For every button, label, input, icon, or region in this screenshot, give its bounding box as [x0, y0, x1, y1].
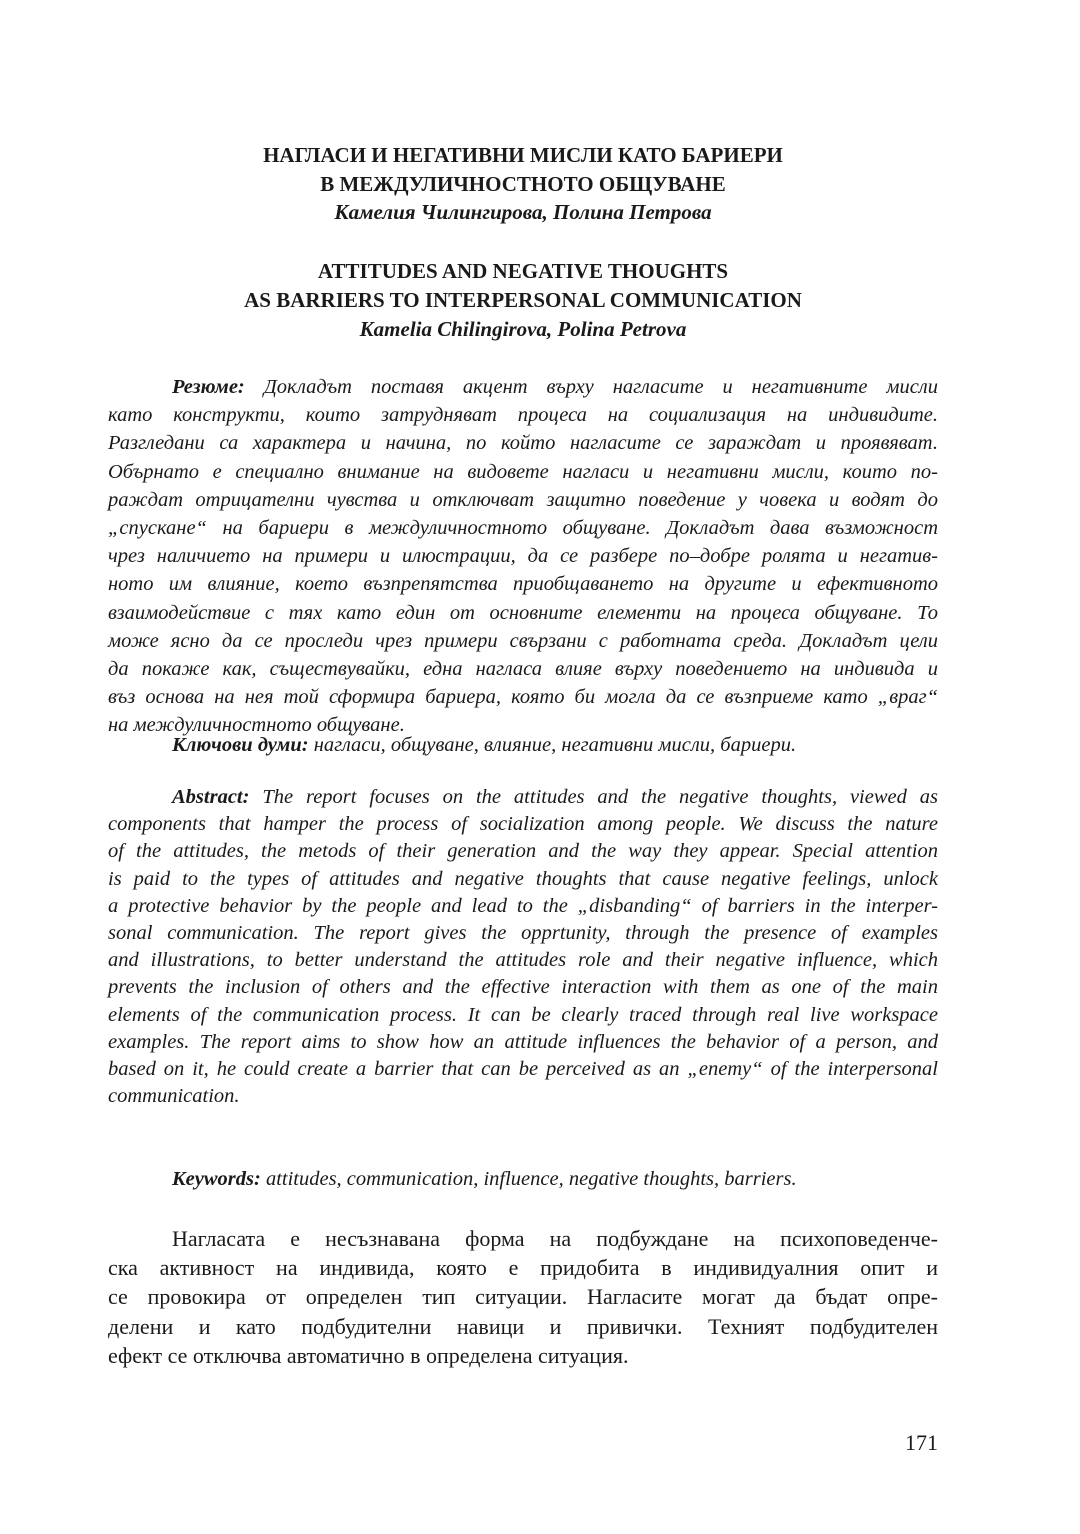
- keywords-bg-label: Ключови думи:: [172, 734, 309, 756]
- summary-line: Разгледани са характера и начина, по който нагласите се зараждат и проявяват.: [108, 432, 938, 455]
- title-en-line: ATTITUDES AND NEGATIVE THOUGHTS: [317, 259, 729, 283]
- page-number: 171: [905, 1430, 938, 1455]
- abstract-line: Abstract: The report focuses on the attitudes and the negative thoughts, viewed as: [172, 786, 938, 808]
- keywords-en: [108, 1165, 938, 1193]
- keywords-en-label: Keywords:: [172, 1168, 261, 1190]
- keywords-en-text: attitudes, communication, influence, negative thoughts, barriers.: [260, 1168, 797, 1190]
- abstract-line: communication.: [108, 1085, 240, 1108]
- title-en-line: AS BARRIERS TO INTERPERSONAL COMMUNICATION: [244, 288, 802, 312]
- title-bg-line: В МЕЖДУЛИЧНОСТНОТО ОБЩУВАНЕ: [320, 172, 726, 196]
- abstract-line: of the attitudes, the metods of their generation and the way they appear. Special attention: [108, 840, 938, 863]
- abstract-line: and illustrations, to better understand the attitudes role and their negative influence, which: [108, 949, 938, 972]
- abstract-line: sonal communication. The report gives the opprtunity, through the presence of examples: [108, 922, 938, 945]
- body-line: ска активност на индивида, която е придобита в индивидуалния опит и: [108, 1255, 938, 1281]
- summary-line: раждат отрицателни чувства и отключват защитно поведение у човека и водят до: [108, 488, 938, 511]
- summary-line: ното им влияние, което възпрепятства приобщаването на другите и ефективното: [108, 573, 938, 596]
- body-line: ефект се отключва автоматично в определена ситуация.: [108, 1342, 629, 1368]
- title-bg-line: НАГЛАСИ И НЕГАТИВНИ МИСЛИ КАТО БАРИЕРИ: [263, 143, 783, 167]
- summary-line: въз основа на нея той сформира бариера, която би могла да се възприеме като „враг“: [108, 686, 938, 709]
- abstract-line: is paid to the types of attitudes and negative thoughts that cause negative feelings, unlock: [108, 867, 938, 890]
- body-line: делени и като подбудителни навици и привички. Техният подбудителен: [108, 1313, 938, 1339]
- abstract-line: elements of the communication process. It can be clearly traced through real live workspace: [108, 1003, 938, 1026]
- abstract-line: prevents the inclusion of others and the effective interaction with them as one of the main: [108, 976, 938, 999]
- body-line: Нагласата е несъзнавана форма на подбуждане на психоповеденче-: [172, 1226, 938, 1251]
- summary-line: като конструкти, които затрудняват процеса на социализация на индивидите.: [108, 404, 938, 427]
- summary-line: „спускане“ на бариери в междуличностното общуване. Докладът дава възможност: [108, 517, 938, 540]
- abstract-line: examples. The report aims to show how an attitude influences the behavior of a person, and: [108, 1030, 938, 1053]
- authors-en: Kamelia Chilingirova, Polina Petrova: [359, 317, 687, 341]
- abstract-en: [108, 784, 938, 1110]
- body-line: се провокира от определен тип ситуации. Нагласите могат да бъдат опре-: [108, 1284, 938, 1310]
- summary-bg: [108, 373, 938, 740]
- title-bg: [108, 141, 938, 199]
- body-paragraph: [108, 1224, 938, 1370]
- abstract-line: components that hamper the process of socialization among people. We discuss the nature: [108, 813, 938, 836]
- summary-line: Обърнато е специално внимание на видовете нагласи и негативни мисли, които по-: [108, 460, 938, 483]
- abstract-label: Abstract:: [172, 786, 250, 808]
- summary-label: Резюме:: [172, 376, 245, 398]
- title-en: [108, 257, 938, 315]
- summary-line: чрез наличието на примери и илюстрации, да се разбере по–добре ролята и негатив-: [108, 545, 938, 568]
- summary-line: Резюме: Докладът поставя акцент върху нагласите и негативните мисли: [172, 376, 938, 398]
- authors-bg: Камелия Чилингирова, Полина Петрова: [334, 200, 712, 224]
- keywords-bg-text: нагласи, общуване, влияние, негативни мисли, бариери.: [308, 734, 797, 756]
- keywords-bg: [108, 731, 938, 759]
- summary-line: може ясно да се проследи чрез примери свързани с работната среда. Докладът цели: [108, 629, 938, 652]
- summary-line: на междуличностното общуване.: [108, 714, 405, 737]
- summary-line: да покаже как, съществувайки, една нагласа влияе върху поведението на индивида и: [108, 658, 938, 681]
- abstract-line: based on it, he could create a barrier that can be perceived as an „enemy“ of the interpersonal: [108, 1058, 938, 1081]
- abstract-line: a protective behavior by the people and lead to the „disbanding“ of barriers in the interper-: [108, 894, 938, 917]
- summary-line: взаимодействие с тях като един от основните елементи на процеса общуване. То: [108, 601, 938, 624]
